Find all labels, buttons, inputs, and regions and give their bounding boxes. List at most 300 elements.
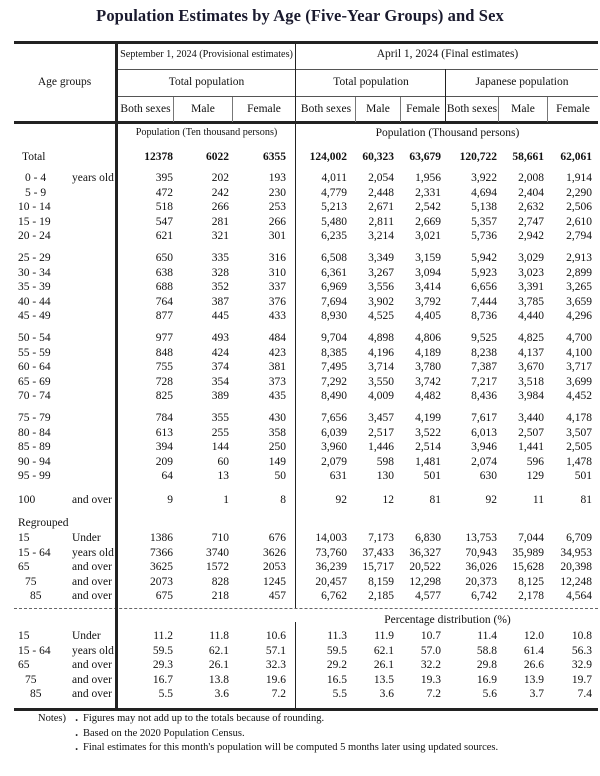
cell-value: 13.9 <box>523 673 544 686</box>
row-label: 15 <box>18 532 30 544</box>
cell-value: 310 <box>268 266 286 279</box>
column-header-male: Male <box>366 103 390 115</box>
cell-value: 60 <box>217 455 229 468</box>
cell-value: 2,610 <box>566 215 592 228</box>
cell-value: 688 <box>155 281 173 294</box>
row-label: 85 - 89 <box>18 441 51 454</box>
cell-value: 352 <box>211 281 229 294</box>
row-label: 25 - 29 <box>18 252 51 264</box>
cell-value: 2,794 <box>566 230 592 243</box>
cell-value: 457 <box>268 590 286 603</box>
cell-value: 29.2 <box>326 659 347 672</box>
total-value: 60,323 <box>362 151 394 163</box>
cell-value: 12,298 <box>409 575 441 588</box>
cell-value: 1386 <box>150 532 173 544</box>
cell-value: 547 <box>155 215 173 228</box>
cell-value: 8,385 <box>321 346 347 359</box>
percentage-distribution-label: Percentage distribution (%) <box>384 614 511 626</box>
cell-value: 1245 <box>263 575 286 588</box>
cell-value: 7,387 <box>471 361 497 374</box>
row-label: 75 - 79 <box>18 412 51 424</box>
cell-value: 266 <box>268 215 286 228</box>
cell-value: 2,290 <box>566 186 592 199</box>
cell-value: 328 <box>211 266 229 279</box>
row-label: 65 <box>18 561 30 574</box>
row-label-suffix: Under <box>72 630 101 642</box>
cell-value: 354 <box>211 375 229 388</box>
cell-value: 5,138 <box>471 201 497 214</box>
cell-value: 193 <box>268 172 286 184</box>
cell-value: 64 <box>161 470 173 483</box>
cell-value: 2,747 <box>518 215 544 228</box>
cell-value: 2,185 <box>368 590 394 603</box>
cell-value: 56.3 <box>571 644 592 657</box>
row-label: 15 <box>18 630 30 642</box>
cell-value: 638 <box>155 266 173 279</box>
row-label-suffix: and over <box>72 561 112 574</box>
cell-value: 2,448 <box>368 186 394 199</box>
cell-value: 3,556 <box>368 281 394 294</box>
note-item: Final estimates for this month's population will be computed 5 months later using updated sources. <box>83 742 499 753</box>
cell-value: 3,946 <box>471 441 497 454</box>
total-population-header: Total population <box>168 76 245 88</box>
unit-label: Population (Thousand persons) <box>375 127 520 139</box>
cell-value: 36,026 <box>465 561 497 574</box>
cell-value: 8,490 <box>321 390 347 403</box>
cell-value: 501 <box>423 470 441 483</box>
table-top-border <box>14 41 598 44</box>
cell-value: 149 <box>268 455 286 468</box>
table-bottom-border <box>14 708 598 711</box>
row-label: 20 - 24 <box>18 230 51 243</box>
row-label: 15 - 19 <box>18 215 51 228</box>
cell-value: 19.7 <box>571 673 592 686</box>
regrouped-label: Regrouped <box>18 517 69 529</box>
cell-value: 16.5 <box>326 673 347 686</box>
cell-value: 92 <box>485 494 497 506</box>
cell-value: 764 <box>155 295 173 308</box>
cell-value: 1,481 <box>415 455 441 468</box>
cell-value: 355 <box>211 412 229 424</box>
cell-value: 10.7 <box>420 630 441 642</box>
column-header-both-sexes: Both sexes <box>446 103 498 115</box>
cell-value: 7,444 <box>471 295 497 308</box>
cell-value: 15,628 <box>512 561 544 574</box>
cell-value: 376 <box>268 295 286 308</box>
cell-value: 11.9 <box>374 630 394 642</box>
column-header-female: Female <box>556 103 590 115</box>
cell-value: 335 <box>211 252 229 264</box>
cell-value: 3,457 <box>368 412 394 424</box>
cell-value: 11 <box>532 494 544 506</box>
cell-value: 3,550 <box>368 375 394 388</box>
cell-value: 7,617 <box>471 412 497 424</box>
cell-value: 7.4 <box>577 688 592 701</box>
cell-value: 1572 <box>206 561 229 574</box>
cell-value: 129 <box>526 470 544 483</box>
total-value: 120,722 <box>459 151 497 163</box>
cell-value: 61.4 <box>523 644 544 657</box>
total-value: 124,002 <box>309 151 347 163</box>
cell-value: 596 <box>526 455 544 468</box>
column-header-both-sexes: Both sexes <box>300 103 352 115</box>
cell-value: 4,525 <box>368 310 394 323</box>
september-period-header: September 1, 2024 (Provisional estimates) <box>120 49 293 60</box>
cell-value: 5,736 <box>471 230 497 243</box>
cell-value: 3,349 <box>368 252 394 264</box>
cell-value: 3,265 <box>566 281 592 294</box>
cell-value: 9,525 <box>471 332 497 344</box>
cell-value: 20,522 <box>409 561 441 574</box>
cell-value: 32.9 <box>571 659 592 672</box>
cell-value: 493 <box>211 332 229 344</box>
cell-value: 15,717 <box>362 561 394 574</box>
row-label-suffix: and over <box>72 659 112 672</box>
row-label-suffix: and over <box>72 688 112 701</box>
cell-value: 445 <box>211 310 229 323</box>
cell-value: 16.7 <box>152 673 173 686</box>
cell-value: 2,899 <box>566 266 592 279</box>
cell-value: 381 <box>268 361 286 374</box>
cell-value: 3,414 <box>415 281 441 294</box>
cell-value: 8,436 <box>471 390 497 403</box>
cell-value: 1,441 <box>518 441 544 454</box>
column-group-divider <box>295 622 296 710</box>
cell-value: 2,913 <box>566 252 592 264</box>
cell-value: 12 <box>382 494 394 506</box>
cell-value: 977 <box>155 332 173 344</box>
cell-value: 29.3 <box>152 659 173 672</box>
cell-value: 4,137 <box>518 346 544 359</box>
cell-value: 373 <box>268 375 286 388</box>
cell-value: 613 <box>155 426 173 439</box>
cell-value: 26.6 <box>523 659 544 672</box>
cell-value: 6,656 <box>471 281 497 294</box>
cell-value: 3,699 <box>566 375 592 388</box>
note-bullet-icon: ･ <box>74 730 80 742</box>
cell-value: 32.3 <box>265 659 286 672</box>
row-label: 55 - 59 <box>18 346 51 359</box>
cell-value: 1,956 <box>415 172 441 184</box>
cell-value: 501 <box>574 470 592 483</box>
cell-value: 29.8 <box>476 659 497 672</box>
cell-value: 3.7 <box>529 688 544 701</box>
cell-value: 35,989 <box>512 546 544 559</box>
cell-value: 13.8 <box>208 673 229 686</box>
cell-value: 5,942 <box>471 252 497 264</box>
cell-value: 2,054 <box>368 172 394 184</box>
row-label-suffix: and over <box>72 575 112 588</box>
cell-value: 4,199 <box>415 412 441 424</box>
cell-value: 242 <box>211 186 229 199</box>
cell-value: 728 <box>155 375 173 388</box>
cell-value: 2,506 <box>566 201 592 214</box>
cell-value: 281 <box>211 215 229 228</box>
cell-value: 59.5 <box>326 644 347 657</box>
cell-value: 2,669 <box>415 215 441 228</box>
cell-value: 4,577 <box>415 590 441 603</box>
row-label: 15 - 64 <box>18 644 51 657</box>
row-label: 65 <box>18 659 30 672</box>
cell-value: 389 <box>211 390 229 403</box>
row-label: 75 <box>25 575 37 588</box>
cell-value: 6,508 <box>321 252 347 264</box>
cell-value: 50 <box>274 470 286 483</box>
cell-value: 2053 <box>263 561 286 574</box>
cell-value: 7366 <box>150 546 173 559</box>
cell-value: 7,173 <box>368 532 394 544</box>
column-header-female: Female <box>247 103 281 115</box>
cell-value: 631 <box>329 470 347 483</box>
cell-value: 4,700 <box>566 332 592 344</box>
cell-value: 430 <box>268 412 286 424</box>
row-label: 85 <box>30 590 42 603</box>
cell-value: 26.1 <box>208 659 229 672</box>
cell-value: 62.1 <box>208 644 229 657</box>
cell-value: 3626 <box>263 546 286 559</box>
cell-value: 34,953 <box>560 546 592 559</box>
cell-value: 230 <box>268 186 286 199</box>
cell-value: 26.1 <box>373 659 394 672</box>
cell-value: 58.8 <box>476 644 497 657</box>
cell-value: 4,178 <box>566 412 592 424</box>
cell-value: 3625 <box>150 561 173 574</box>
cell-value: 7.2 <box>426 688 441 701</box>
cell-value: 3,021 <box>415 230 441 243</box>
cell-value: 59.5 <box>152 644 173 657</box>
cell-value: 2,008 <box>518 172 544 184</box>
cell-value: 472 <box>155 186 173 199</box>
cell-value: 3,984 <box>518 390 544 403</box>
cell-value: 3,214 <box>368 230 394 243</box>
cell-value: 4,405 <box>415 310 441 323</box>
cell-value: 3,507 <box>566 426 592 439</box>
april-period-header: April 1, 2024 (Final estimates) <box>376 48 519 60</box>
cell-value: 321 <box>211 230 229 243</box>
cell-value: 3,785 <box>518 295 544 308</box>
row-label: 75 <box>25 673 37 686</box>
cell-value: 3,670 <box>518 361 544 374</box>
cell-value: 6,762 <box>321 590 347 603</box>
row-label: 0 - 4 <box>25 172 47 184</box>
total-value: 58,661 <box>512 151 544 163</box>
cell-value: 12,248 <box>560 575 592 588</box>
row-label-suffix: years old <box>72 644 114 657</box>
cell-value: 144 <box>211 441 229 454</box>
section-divider <box>14 608 598 609</box>
age-groups-header: Age groups <box>37 76 92 88</box>
row-label: 70 - 74 <box>18 390 51 403</box>
cell-value: 16.9 <box>476 673 497 686</box>
total-population-header: Total population <box>333 76 409 88</box>
cell-value: 81 <box>429 494 441 506</box>
cell-value: 755 <box>155 361 173 374</box>
cell-value: 209 <box>155 455 173 468</box>
cell-value: 358 <box>268 426 286 439</box>
cell-value: 2,811 <box>368 215 394 228</box>
cell-value: 5.5 <box>332 688 347 701</box>
cell-value: 3,440 <box>518 412 544 424</box>
cell-value: 848 <box>155 346 173 359</box>
cell-value: 13,753 <box>465 532 497 544</box>
cell-value: 6,709 <box>566 532 592 544</box>
cell-value: 3740 <box>206 546 229 559</box>
cell-value: 20,398 <box>560 561 592 574</box>
cell-value: 1 <box>223 494 229 506</box>
cell-value: 36,327 <box>409 546 441 559</box>
cell-value: 8,159 <box>368 575 394 588</box>
cell-value: 218 <box>211 590 229 603</box>
row-label: 90 - 94 <box>18 455 51 468</box>
page-title: Population Estimates by Age (Five-Year Groups) and Sex <box>96 6 504 25</box>
cell-value: 3.6 <box>379 688 394 701</box>
cell-value: 2,505 <box>566 441 592 454</box>
column-header-male: Male <box>511 103 535 115</box>
cell-value: 3,518 <box>518 375 544 388</box>
cell-value: 374 <box>211 361 229 374</box>
cell-value: 675 <box>155 590 173 603</box>
cell-value: 825 <box>155 390 173 403</box>
row-label-total: Total <box>22 151 46 163</box>
total-value: 6355 <box>263 151 286 163</box>
row-label: 10 - 14 <box>18 201 51 214</box>
cell-value: 433 <box>268 310 286 323</box>
row-label: 45 - 49 <box>18 310 51 323</box>
unit-label: Population (Ten thousand persons) <box>135 127 278 138</box>
cell-value: 3,960 <box>321 441 347 454</box>
total-value: 6022 <box>206 151 229 163</box>
cell-value: 36,239 <box>315 561 347 574</box>
cell-value: 20,373 <box>465 575 497 588</box>
cell-value: 3.6 <box>214 688 229 701</box>
cell-value: 2,178 <box>518 590 544 603</box>
cell-value: 484 <box>268 332 286 344</box>
cell-value: 11.2 <box>153 630 173 642</box>
cell-value: 2,331 <box>415 186 441 199</box>
cell-value: 630 <box>479 470 497 483</box>
cell-value: 877 <box>155 310 173 323</box>
cell-value: 3,522 <box>415 426 441 439</box>
cell-value: 2,517 <box>368 426 394 439</box>
cell-value: 6,235 <box>321 230 347 243</box>
cell-value: 4,825 <box>518 332 544 344</box>
cell-value: 70,943 <box>465 546 497 559</box>
cell-value: 4,806 <box>415 332 441 344</box>
cell-value: 2,514 <box>415 441 441 454</box>
cell-value: 10.8 <box>571 630 592 642</box>
cell-value: 2073 <box>150 575 173 588</box>
cell-value: 4,440 <box>518 310 544 323</box>
cell-value: 3,029 <box>518 252 544 264</box>
cell-value: 6,742 <box>471 590 497 603</box>
cell-value: 4,296 <box>566 310 592 323</box>
cell-value: 2,079 <box>321 455 347 468</box>
cell-value: 9,704 <box>321 332 347 344</box>
row-label: 40 - 44 <box>18 295 51 308</box>
cell-value: 6,830 <box>415 532 441 544</box>
cell-value: 4,564 <box>566 590 592 603</box>
cell-value: 4,779 <box>321 186 347 199</box>
cell-value: 14,003 <box>315 532 347 544</box>
cell-value: 598 <box>376 455 394 468</box>
cell-value: 518 <box>155 201 173 214</box>
cell-value: 10.6 <box>265 630 286 642</box>
cell-value: 19.6 <box>265 673 286 686</box>
cell-value: 3,792 <box>415 295 441 308</box>
cell-value: 7,656 <box>321 412 347 424</box>
column-header-male: Male <box>191 103 215 115</box>
header-divider <box>117 69 598 70</box>
column-header-female: Female <box>406 103 440 115</box>
cell-value: 2,507 <box>518 426 544 439</box>
row-label: 50 - 54 <box>18 332 51 344</box>
cell-value: 266 <box>211 201 229 214</box>
note-item: Based on the 2020 Population Census. <box>83 727 245 739</box>
cell-value: 11.4 <box>477 630 497 642</box>
cell-value: 81 <box>580 494 592 506</box>
column-group-divider <box>295 41 296 608</box>
cell-value: 3,659 <box>566 295 592 308</box>
notes-label: Notes) <box>38 713 66 724</box>
cell-value: 253 <box>268 201 286 214</box>
row-label: 100 <box>18 494 36 506</box>
cell-value: 710 <box>211 532 229 544</box>
cell-value: 3,391 <box>518 281 544 294</box>
cell-value: 6,361 <box>321 266 347 279</box>
cell-value: 4,011 <box>321 172 347 184</box>
cell-value: 4,009 <box>368 390 394 403</box>
cell-value: 3,094 <box>415 266 441 279</box>
cell-value: 2,632 <box>518 201 544 214</box>
cell-value: 13 <box>217 470 229 483</box>
cell-value: 6,969 <box>321 281 347 294</box>
cell-value: 8,736 <box>471 310 497 323</box>
cell-value: 255 <box>211 426 229 439</box>
label-column-divider <box>115 41 118 711</box>
cell-value: 5.5 <box>158 688 173 701</box>
cell-value: 4,196 <box>368 346 394 359</box>
cell-value: 316 <box>268 252 286 264</box>
row-label-suffix: and over <box>72 494 112 506</box>
cell-value: 3,717 <box>566 361 592 374</box>
cell-value: 2,671 <box>368 201 394 214</box>
cell-value: 1,914 <box>566 172 592 184</box>
cell-value: 19.3 <box>420 673 441 686</box>
cell-value: 7,495 <box>321 361 347 374</box>
cell-value: 8 <box>280 494 286 506</box>
row-label: 15 - 64 <box>18 546 51 559</box>
cell-value: 8,238 <box>471 346 497 359</box>
note-bullet-icon: ･ <box>74 745 80 756</box>
cell-value: 650 <box>155 252 173 264</box>
japanese-population-header: Japanese population <box>475 76 569 88</box>
cell-value: 1,446 <box>368 441 394 454</box>
cell-value: 6,013 <box>471 426 497 439</box>
cell-value: 12.0 <box>523 630 544 642</box>
cell-value: 57.0 <box>420 644 441 657</box>
note-item: Figures may not add up to the totals because of rounding. <box>83 713 325 724</box>
header-bottom-border <box>14 121 598 124</box>
row-label-suffix: years old <box>72 546 114 559</box>
cell-value: 92 <box>335 494 347 506</box>
row-label-suffix: and over <box>72 673 112 686</box>
cell-value: 8,125 <box>518 575 544 588</box>
cell-value: 5.6 <box>482 688 497 701</box>
cell-value: 784 <box>155 412 173 424</box>
cell-value: 130 <box>376 470 394 483</box>
cell-value: 394 <box>155 441 173 454</box>
cell-value: 4,100 <box>566 346 592 359</box>
